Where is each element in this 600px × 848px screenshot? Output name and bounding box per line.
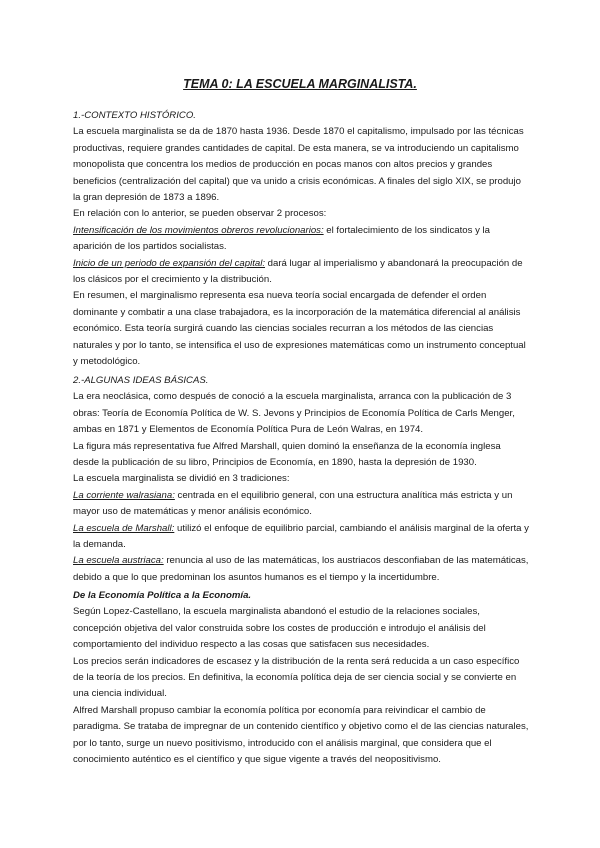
section-heading: 2.-ALGUNAS IDEAS BÁSICAS. (73, 375, 209, 386)
list-item-text: el fortalecimiento de los sindicatos y la aparición de los partidos socialistas. (73, 224, 490, 253)
list-item (73, 256, 529, 289)
list-item-text: centrada en el equilibrio general, con una estructura analítica más estricta y un mayor uso de matemáticas y menor análisis económico. (73, 489, 513, 518)
list-item-text: renuncia al uso de las matemáticas, los austriacos desconfiaban de las matemáticas, debido a que lo que predominan los asuntos humanos es el tiempo y la incertidumbre. (73, 555, 529, 583)
section-contexto-historico (73, 108, 529, 371)
paragraph: En resumen, el marginalismo representa esa nueva teoría social encargada de defender el orden dominante y combatir a una clase trabajadora, es la incorporación de la matemática diferencial al análisis económico. Esta teoría surgirá cuando las ciencias sociales recurran a los métodos de las ciencias naturales y por lo tanto, se intensifica el uso de expresiones matemáticas como un instrumento conceptual y metodológico. (73, 290, 526, 368)
paragraph: En relación con lo anterior, se pueden observar 2 procesos: (73, 208, 327, 220)
paragraph: Los precios serán indicadores de escasez y la distribución de la renta será reducida a un caso específico de la teoría de los precios. En definitiva, la economía política deja de ser ciencia social y se convierte en una ciencia individual. (73, 655, 520, 700)
paragraph: La escuela marginalista se dividió en 3 tradiciones: (73, 473, 290, 485)
paragraph: La escuela marginalista se da de 1870 hasta 1936. Desde 1870 el capitalismo, impulsado por las técnicas productivas, requiere grandes cantidades de capital. De esta manera, se va introduciendo un capitalismo monopolista que concentra los medios de producción en pocas manos con altos precios y grandes beneficios (centralización del capital) que va unido a crisis económicas. A finales del siglo XIX, se produjo la gran depresión de 1873 a 1896. (73, 126, 524, 204)
list-item (73, 553, 529, 586)
list-item-label: La escuela de Marshall: (73, 522, 175, 534)
list-item (73, 488, 529, 521)
list-item-label: Inicio de un periodo de expansión del capital: (73, 257, 266, 269)
list-item-label: La escuela austriaca: (73, 555, 164, 567)
paragraph: La era neoclásica, como después de conoció a la escuela marginalista, arranca con la publicación de 3 obras: Teoría de Economía Política de W. S. Jevons y Principios de Economía Política de Carls Menger, ambas en 1871 y Elementos de Economía Política Pura de León Walras, en 1974. (73, 391, 515, 436)
list-item-text: utilizó el enfoque de equilibrio parcial, cambiando el análisis marginal de la oferta y la demanda. (73, 522, 529, 551)
list-item-label: La corriente walrasiana: (73, 489, 175, 501)
list-item-label: Intensificación de los movimientos obreros revolucionarios: (73, 224, 324, 236)
paragraph: La figura más representativa fue Alfred Marshall, quien dominó la enseñanza de la economía inglesa desde la publicación de su libro, Principios de Economía, en 1890, hasta la depresión de 1930. (73, 440, 501, 469)
section-heading: De la Economía Política a la Economía. (73, 590, 252, 601)
section-economia-politica (73, 588, 529, 768)
list-item-text: dará lugar al imperialismo y abandonará la preocupación de los clásicos por el crecimiento y la distribución. (73, 257, 523, 286)
list-item (73, 223, 529, 256)
document-title: TEMA 0: LA ESCUELA MARGINALISTA. (183, 77, 417, 91)
paragraph: Alfred Marshall propuso cambiar la economía política por economía para reivindicar el cambio de paradigma. Se trataba de impregnar de un contenido científico y objetivo como el de las ciencias naturales, por lo tanto, surge un nuevo positivismo, introducido con el análisis marginal, que considera que el conocimiento auténtico es el científico y que sigue vigente a través del neopositivismo. (73, 704, 529, 766)
section-heading: 1.-CONTEXTO HISTÓRICO. (73, 110, 196, 121)
paragraph: Según Lopez-Castellano, la escuela marginalista abandonó el estudio de la relaciones sociales, concepción objetiva del valor construida sobre los costes de producción e introdujo el análisis del comportamiento del individuo respecto a las cosas que satisfacen sus necesidades. (73, 606, 486, 651)
list-item (73, 521, 529, 554)
section-ideas-basicas (73, 373, 529, 586)
